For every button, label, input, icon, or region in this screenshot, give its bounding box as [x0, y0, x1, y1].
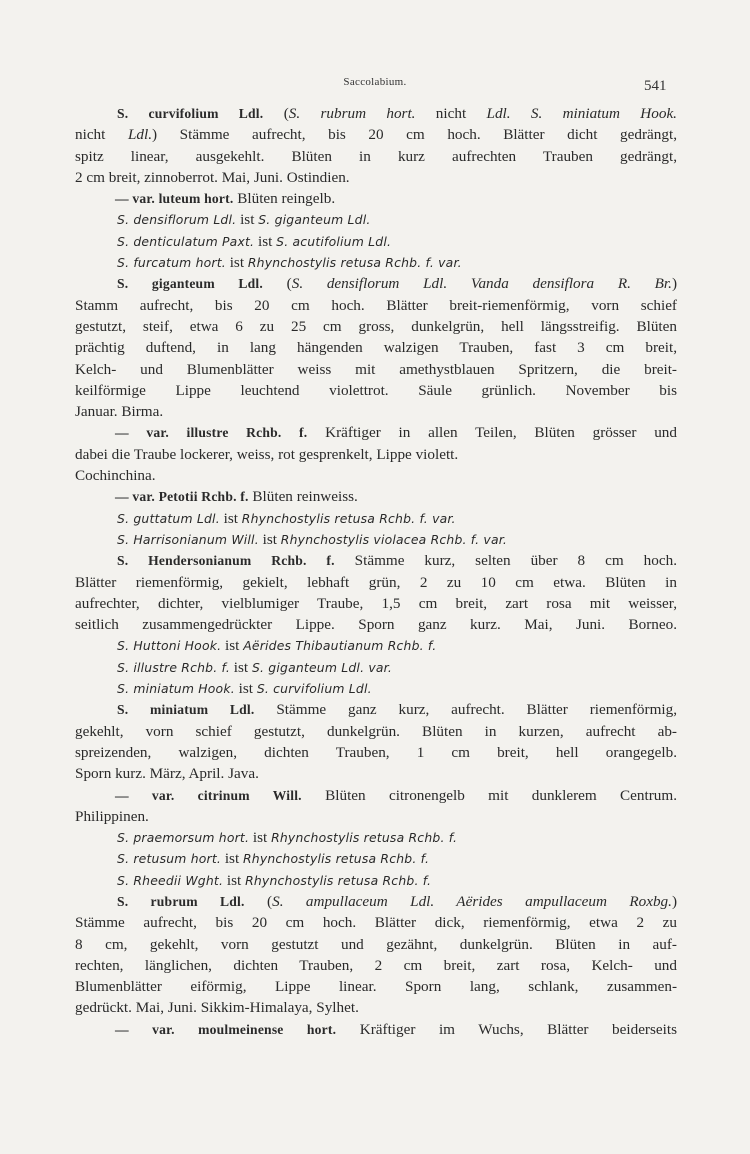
text-line [75, 337, 677, 358]
text-run: gedrückt. Mai, Juni. Sikkim-Himalaya, Sylhet. [75, 999, 359, 1017]
text-line [75, 891, 677, 912]
page-number: 541 [644, 78, 667, 94]
text-line [75, 742, 677, 763]
text-run: ist [219, 509, 242, 527]
text-run: Kelch- und Blumenblätter weiss mit amethystblauen Spritzern, die breit- [75, 360, 677, 378]
synonym-name: Rhynchostylis retusa Rchb. f. [245, 872, 432, 888]
text-line [75, 252, 677, 273]
text-line [75, 295, 677, 316]
text-line [75, 848, 677, 869]
synonym-name: S. giganteum Ldl. var. [251, 659, 392, 675]
synonym-name: S. acutifolium Ldl. [276, 233, 392, 249]
synonym-name: S. Harrisonianum Will. [117, 531, 259, 547]
text-run: gestutzt, steif, etwa 6 zu 25 cm gross, dunkelgrün, hell längsstreifig. Blüten [75, 317, 677, 335]
entry-name: — var. illustre Rchb. f. [115, 425, 308, 441]
text-run: Januar. Birma. [75, 403, 164, 421]
entry-name: — var. citrinum Will. [115, 787, 302, 803]
synonym-name: S. illustre Rchb. f. [117, 659, 230, 675]
text-run: keilförmige Lippe leuchtend violettrot. Säule grünlich. November bis [75, 381, 677, 399]
text-run: ( [262, 275, 292, 293]
text-line [75, 231, 677, 252]
text-run: ) [671, 275, 677, 293]
text-line [75, 657, 677, 678]
text-run: Stämme kurz, selten über 8 cm hoch. [334, 552, 677, 570]
text-line [75, 188, 677, 209]
text-run: ist [254, 232, 277, 250]
text-run: Philippinen. [75, 807, 149, 825]
text-line [75, 1019, 677, 1040]
text-line [75, 763, 677, 784]
text-run: gekehlt, vorn schief gestutzt, dunkelgrün. Blüten in kurzen, aufrecht ab- [75, 722, 677, 740]
text-line [75, 359, 677, 380]
text-run: 8 cm, gekehlt, vorn gestutzt und gezähnt, dunkelgrün. Blüten in auf- [75, 935, 677, 953]
text-run: spitz linear, ausgekehlt. Blüten in kurz aufrechten Trauben gedrängt, [75, 147, 677, 165]
text-run: Blumenblätter eiförmig, Lippe linear. Sporn lang, schlank, zusammen- [75, 978, 677, 996]
text-line [75, 401, 677, 422]
text-line [75, 976, 677, 997]
text-line [75, 593, 677, 614]
text-run: ist [221, 637, 244, 655]
text-run: ) Stämme aufrecht, bis 20 cm hoch. Blätter dicht gedrängt, [152, 126, 677, 144]
text-run: 2 cm breit, zinnoberrot. Mai, Juni. Ostindien. [75, 168, 350, 186]
italic-name: S. densiflorum Ldl. Vanda densiflora R. Br. [291, 275, 672, 293]
text-line [75, 465, 677, 486]
text-run: ist [249, 829, 272, 847]
synonym-name: S. Huttoni Hook. [117, 638, 222, 654]
text-line [75, 699, 677, 720]
text-run: dabei die Traube lockerer, weiss, rot gesprenkelt, Lippe violett. [75, 445, 459, 463]
text-line [75, 273, 677, 294]
text-run: nicht [75, 126, 128, 144]
text-line [75, 167, 677, 188]
text-run: Cochinchina. [75, 467, 156, 485]
entry-name: — var. Petotii Rchb. f. [115, 489, 249, 505]
text-line [75, 721, 677, 742]
text-line [75, 806, 677, 827]
text-run: ist [258, 530, 281, 548]
synonym-name: S. retusum hort. [117, 851, 222, 867]
text-line [75, 870, 677, 891]
text-line [75, 209, 677, 230]
text-run: Blätter riemenförmig, gekielt, lebhaft grün, 2 zu 10 cm etwa. Blüten in [75, 573, 677, 591]
synonym-name: S. densiflorum Ldl. [117, 212, 237, 228]
text-run: ist [236, 211, 259, 229]
text-run: Kräftiger im Wuchs, Blätter beiderseits [336, 1020, 677, 1038]
text-run: Kräftiger in allen Teilen, Blüten grösser und [307, 424, 677, 442]
text-run: ist [234, 680, 257, 698]
text-run: spreizenden, walzigen, dichten Trauben, 1 cm breit, hell orangegelb. [75, 743, 677, 761]
text-line [75, 912, 677, 933]
synonym-name: Rhynchostylis retusa Rchb. f. var. [241, 510, 456, 526]
text-line [75, 955, 677, 976]
text-line [75, 635, 677, 656]
text-line [75, 997, 677, 1018]
text-run: ) [671, 892, 677, 910]
synonym-name: Rhynchostylis violacea Rchb. f. var. [280, 531, 508, 547]
synonym-name: S. guttatum Ldl. [117, 510, 220, 526]
text-line [75, 529, 677, 550]
text-line [75, 550, 677, 571]
synonym-name: S. curvifolium Ldl. [256, 681, 372, 697]
text-line [75, 827, 677, 848]
italic-name: S. rubrum hort. [288, 105, 416, 122]
text-run: Stämme aufrecht, bis 20 cm hoch. Blätter dick, riemenförmig, etwa 2 zu [75, 914, 677, 932]
text-run: ( [244, 892, 273, 910]
entry-name: S. Hendersonianum Rchb. f. [117, 553, 335, 569]
text-run: Sporn kurz. März, April. Java. [75, 765, 259, 783]
entry-name: — var. moulmeinense hort. [115, 1021, 337, 1037]
synonym-name: Rhynchostylis retusa Rchb. f. [242, 851, 430, 867]
entry-name: S. rubrum Ldl. [117, 893, 245, 909]
entry-name: S. giganteum Ldl. [117, 276, 263, 292]
text-run: ist [223, 871, 246, 889]
italic-name: Ldl. S. miniatum Hook. [486, 105, 677, 122]
synonym-name: S. denticulatum Paxt. [117, 233, 255, 249]
entry-name: S. curvifolium Ldl. [117, 106, 264, 121]
text-line [75, 103, 677, 124]
italic-name: Ldl. [127, 126, 153, 144]
text-run: ( [263, 105, 289, 122]
text-run: nicht [415, 105, 487, 122]
entry-name: — var. luteum hort. [115, 191, 234, 207]
text-line [75, 422, 677, 443]
text-line [75, 614, 677, 635]
text-run: ist [221, 850, 243, 868]
text-run: ist [230, 658, 252, 676]
text-line [75, 316, 677, 337]
text-run: prächtig duftend, in lang hängenden walzigen Trauben, fast 3 cm breit, [75, 339, 677, 357]
page-body [75, 103, 677, 1040]
synonym-name: S. Rheedii Wght. [117, 872, 224, 888]
text-run: Blüten citronengelb mit dunklerem Centrum. [301, 786, 677, 804]
synonym-name: S. praemorsum hort. [117, 830, 250, 846]
text-line [75, 678, 677, 699]
text-run: seitlich zusammengedrückter Lippe. Sporn ganz kurz. Mai, Juni. Borneo. [75, 616, 677, 634]
text-run: rechten, länglichen, dichten Trauben, 2 cm breit, zart rosa, Kelch- und [75, 956, 677, 974]
synonym-name: S. miniatum Hook. [117, 681, 235, 697]
synonym-name: Rhynchostylis retusa Rchb. f. [271, 830, 458, 846]
running-head: Saccolabium. [343, 76, 407, 88]
text-line [75, 934, 677, 955]
text-line [75, 785, 677, 806]
text-line [75, 572, 677, 593]
synonym-name: S. furcatum hort. [117, 255, 226, 271]
text-run: Stamm aufrecht, bis 20 cm hoch. Blätter breit-riemenförmig, vorn schief [75, 296, 677, 314]
text-line [75, 124, 677, 145]
synonym-name: S. giganteum Ldl. [258, 212, 371, 228]
text-line [75, 508, 677, 529]
text-line [75, 146, 677, 167]
text-line [75, 380, 677, 401]
text-run: Stämme ganz kurz, aufrecht. Blätter riemenförmig, [254, 701, 677, 719]
text-run: Blüten reinweiss. [248, 488, 358, 506]
text-run: aufrechter, dichter, vielblumiger Traube, 1,5 cm breit, zart rosa mit weisser, [75, 594, 677, 612]
text-line [75, 486, 677, 507]
entry-name: S. miniatum Ldl. [117, 702, 255, 718]
synonym-name: Aërides Thibautianum Rchb. f. [243, 638, 437, 654]
text-run: Blüten reingelb. [233, 190, 336, 208]
text-run: ist [225, 254, 248, 272]
synonym-name: Rhynchostylis retusa Rchb. f. var. [247, 255, 462, 271]
text-line [75, 444, 677, 465]
italic-name: S. ampullaceum Ldl. Aërides ampullaceum Roxbg. [272, 892, 672, 910]
